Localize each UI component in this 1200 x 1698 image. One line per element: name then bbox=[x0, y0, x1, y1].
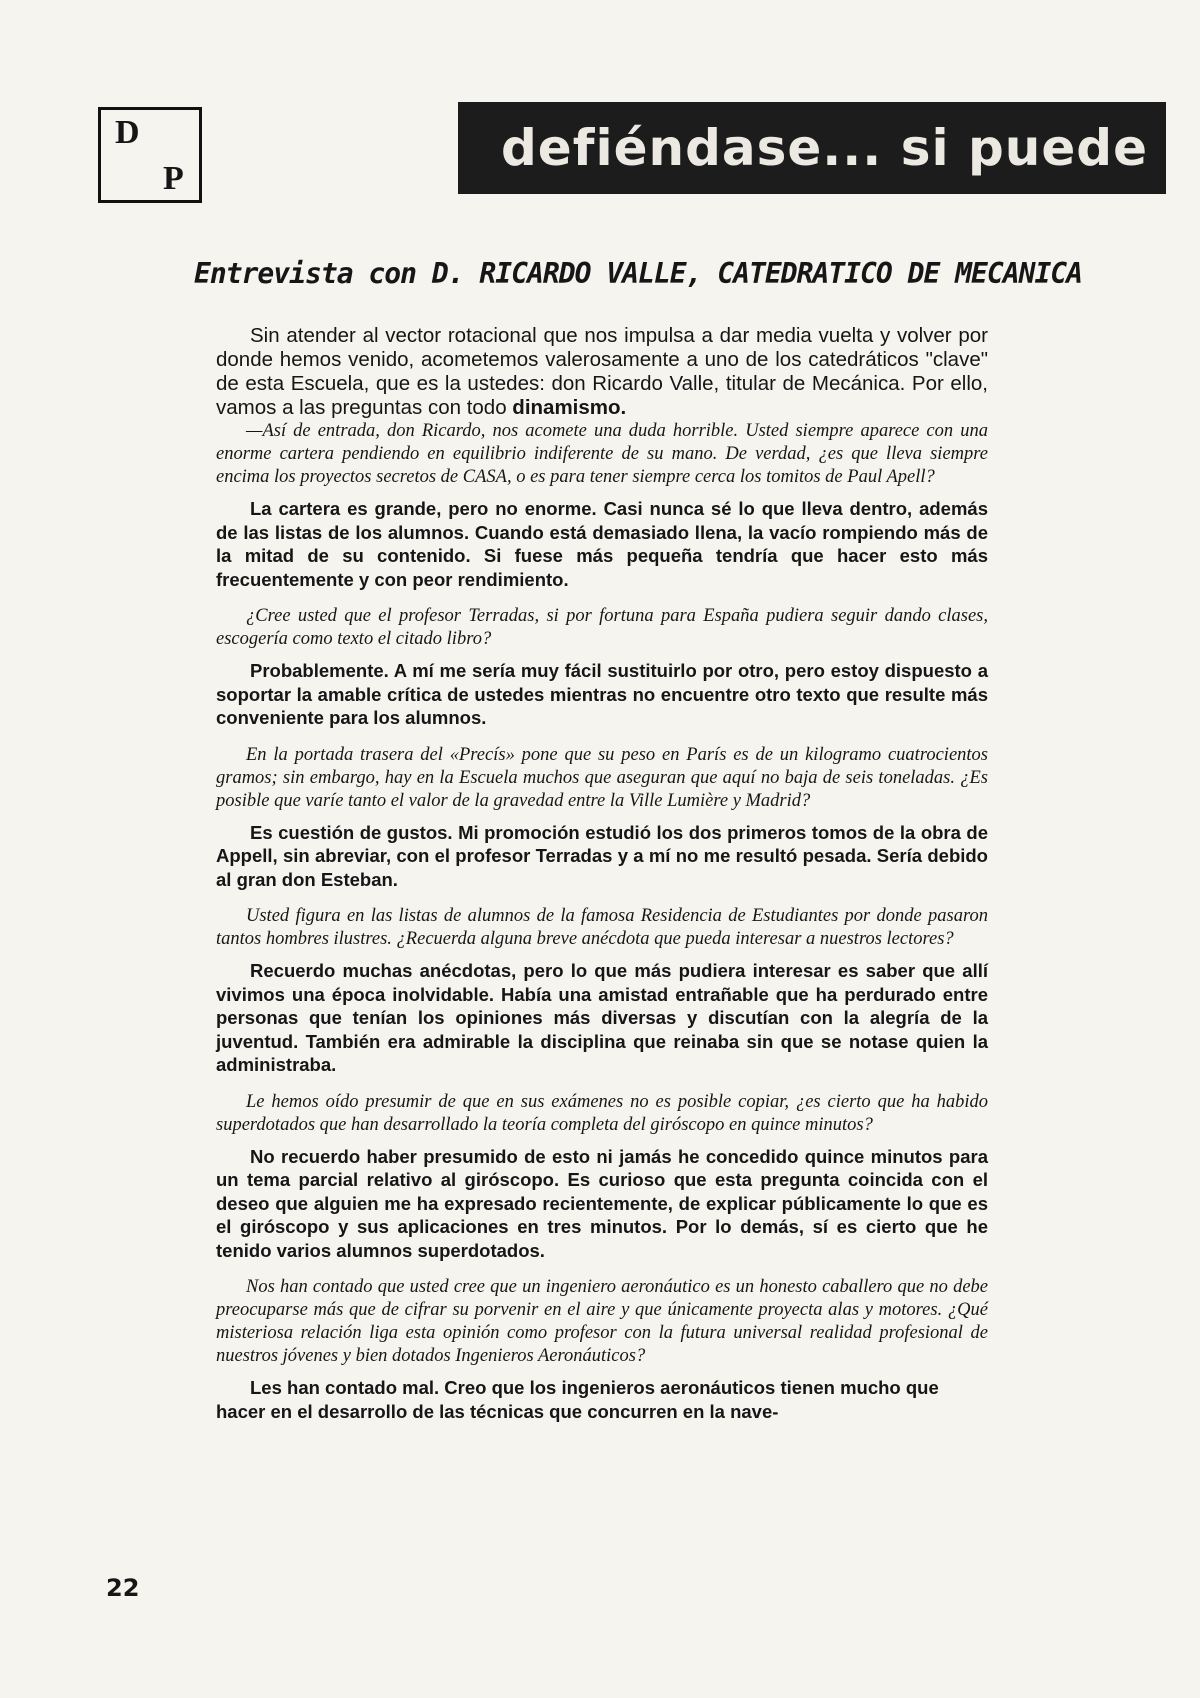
dp-logo bbox=[98, 107, 202, 203]
question-paragraph: ¿Cree usted que el profesor Terradas, si por fortuna para España pudiera seguir dando clases, escogería como texto el citado libro? bbox=[216, 606, 988, 649]
question-paragraph: Usted figura en las listas de alumnos de la famosa Residencia de Estudiantes por donde pasaron tantos hombres ilustres. ¿Recuerda alguna breve anécdota que pueda interesar a nuestros lectores? bbox=[216, 906, 988, 949]
answer-paragraph: La cartera es grande, pero no enorme. Casi nunca sé lo que lleva dentro, además de las listas de los alumnos. Cuando está demasiado llena, la vacío rompiendo más de la mitad de su contenido. Si fuese más pequeña tendría que hacer esto más frecuentemente y con peor rendimiento. bbox=[216, 498, 988, 590]
question-paragraph: Le hemos oído presumir de que en sus exámenes no es posible copiar, ¿es cierto que ha habido superdotados que han desarrollado la teoría completa del giróscopo en quince minutos? bbox=[216, 1091, 988, 1135]
answer-paragraph: Es cuestión de gustos. Mi promoción estudió los dos primeros tomos de la obra de Appell, sin abreviar, con el profesor Terradas y a mí no me resultó pesada. Sería debido al gran don Esteban. bbox=[216, 821, 988, 890]
answer-paragraph: Recuerdo muchas anécdotas, pero lo que más pudiera interesar es saber que allí vivimos una época inolvidable. Había una amistad entrañable que ha perdurado entre personas que tenían los opiniones más diversas y discutían con la alegría de la juventud. También era admirable la disciplina que reinaba sin que se notase quien la administraba. bbox=[216, 960, 988, 1075]
answer-paragraph: Les han contado mal. Creo que los ingenieros aeronáuticos tienen mucho que hacer en el desarrollo de las técnicas que concurren en la nave- bbox=[216, 1377, 939, 1422]
answer-paragraph: Probablemente. A mí me sería muy fácil sustituirlo por otro, pero estoy dispuesto a soportar la amable crítica de ustedes mientras no encuentre otro texto que resulte más conveniente para los alumnos. bbox=[216, 660, 988, 728]
page-number: 22 bbox=[106, 1574, 140, 1602]
question-paragraph: Nos han contado que usted cree que un ingeniero aeronáutico es un honesto caballero que no debe preocuparse más que de cifrar su porvenir en el aire y que únicamente proyecta alas y motores. ¿Qué misteriosa relación liga esta opinión como profesor con la futura universal realidad profesional de nuestros jóvenes y bien dotados Ingenieros Aeronáuticos? bbox=[216, 1277, 988, 1366]
section-title-banner bbox=[458, 102, 1166, 194]
logo-letter-p: P bbox=[163, 160, 184, 197]
answer-paragraph: No recuerdo haber presumido de esto ni jamás he concedido quince minutos para un tema parcial relativo al giróscopo. Es curioso que esta pregunta coincida con el deseo que alguien me ha expresado recientemente, de explicar públicamente lo que es el giróscopo y sus aplicaciones en tres minutos. Por lo demás, sí es cierto que he tenido varios alumnos superdotados. bbox=[216, 1145, 988, 1261]
question-paragraph: En la portada trasera del «Precís» pone que su peso en París es de un kilogramo cuatrocientos gramos; sin embargo, hay en la Escuela muchos que aseguran que aquí no baja de seis toneladas. ¿Es posible que varíe tanto el valor de la gravedad entre la Ville Lumière y Madrid? bbox=[216, 744, 988, 811]
article-headline: Entrevista con D. RICARDO VALLE, CATEDRATICO DE MECANICA bbox=[194, 257, 1083, 290]
logo-letter-d: D bbox=[115, 114, 140, 151]
intro-paragraph bbox=[216, 324, 988, 420]
intro-text: Sin atender al vector rotacional que nos impulsa a dar media vuelta y volver por donde hemos venido, acometemos valerosamente a uno de los catedráticos "clave" de esta Escuela, que es la ustedes: don Ricardo Valle, titular de Mecánica. Por ello, vamos a las preguntas con todo bbox=[216, 324, 988, 419]
section-title: defiéndase... si puede bbox=[501, 119, 1148, 177]
question-paragraph: —Así de entrada, don Ricardo, nos acomete una duda horrible. Usted siempre aparece con una enorme cartera pendiendo en equilibrio indiferente de su mano. De verdad, ¿es que lleva siempre encima los proyectos secretos de CASA, o es para tener siempre cerca los tomitos de Paul Apell? bbox=[216, 421, 988, 487]
article-body bbox=[216, 324, 988, 1437]
intro-emphasis: dinamismo. bbox=[512, 396, 627, 419]
